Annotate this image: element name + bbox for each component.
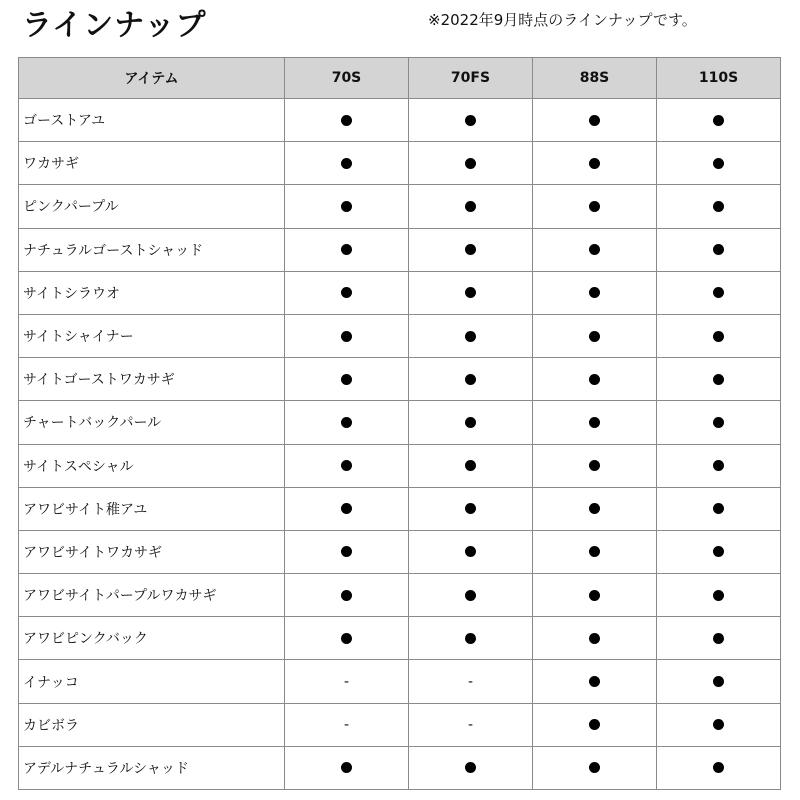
table-row [19,142,781,185]
availability-cell [657,487,781,530]
available-dot-icon [589,115,600,126]
availability-cell [533,358,657,401]
table-header-row [19,58,781,99]
lineup-table [18,57,781,790]
table-row [19,228,781,271]
available-dot-icon [465,546,476,557]
item-name-cell: アワビサイトワカサギ [19,530,285,573]
availability-cell [285,314,409,357]
availability-cell [409,487,533,530]
availability-cell [409,574,533,617]
item-name-cell: アデルナチュラルシャッド [19,746,285,789]
available-dot-icon [713,460,724,471]
item-name-cell: アワビサイトパープルワカサギ [19,574,285,617]
available-dot-icon [465,287,476,298]
available-dot-icon [713,546,724,557]
available-dot-icon [589,633,600,644]
availability-cell [409,746,533,789]
availability-cell [409,271,533,314]
availability-cell [533,228,657,271]
availability-cell [533,746,657,789]
available-dot-icon [713,633,724,644]
availability-cell [409,228,533,271]
availability-cell [533,487,657,530]
availability-cell [533,660,657,703]
available-dot-icon [341,201,352,212]
item-name-cell: サイトシャイナー [19,314,285,357]
available-dot-icon [341,115,352,126]
column-header-110s: 110S [657,58,781,99]
availability-cell [409,703,533,746]
availability-cell [285,358,409,401]
availability-cell [533,703,657,746]
available-dot-icon [465,244,476,255]
availability-cell [409,444,533,487]
table-row [19,271,781,314]
availability-cell [409,660,533,703]
available-dot-icon [713,115,724,126]
table-row [19,185,781,228]
available-dot-icon [713,417,724,428]
table-row [19,99,781,142]
table-row [19,444,781,487]
available-dot-icon [341,374,352,385]
unavailable-dash: - [343,716,350,733]
availability-cell [285,703,409,746]
available-dot-icon [341,590,352,601]
availability-cell [285,530,409,573]
unavailable-dash: - [467,716,474,733]
availability-cell [409,314,533,357]
available-dot-icon [341,762,352,773]
item-name-cell: ナチュラルゴーストシャッド [19,228,285,271]
availability-cell [409,358,533,401]
availability-cell [285,99,409,142]
page-title: ラインナップ [22,8,207,43]
availability-cell [533,142,657,185]
available-dot-icon [465,417,476,428]
availability-cell [657,358,781,401]
available-dot-icon [589,762,600,773]
available-dot-icon [589,546,600,557]
unavailable-dash: - [343,673,350,690]
availability-cell [285,574,409,617]
available-dot-icon [465,590,476,601]
availability-cell [285,228,409,271]
availability-cell [533,99,657,142]
available-dot-icon [341,417,352,428]
table-row [19,487,781,530]
availability-cell [533,314,657,357]
available-dot-icon [341,503,352,514]
available-dot-icon [589,244,600,255]
available-dot-icon [589,158,600,169]
availability-cell [657,401,781,444]
item-name-cell: チャートバックパール [19,401,285,444]
available-dot-icon [713,503,724,514]
availability-cell [409,401,533,444]
available-dot-icon [713,244,724,255]
item-name-cell: アワビピンクバック [19,617,285,660]
available-dot-icon [465,374,476,385]
available-dot-icon [589,676,600,687]
lineup-note: ※2022年9月時点のラインナップです。 [428,11,697,29]
availability-cell [409,142,533,185]
item-name-cell: アワビサイト稚アユ [19,487,285,530]
availability-cell [657,574,781,617]
unavailable-dash: - [467,673,474,690]
item-name-cell: ゴーストアユ [19,99,285,142]
table-row [19,314,781,357]
availability-cell [285,746,409,789]
available-dot-icon [713,331,724,342]
availability-cell [657,99,781,142]
available-dot-icon [341,331,352,342]
availability-cell [657,314,781,357]
available-dot-icon [465,762,476,773]
item-name-cell: イナッコ [19,660,285,703]
table-row [19,617,781,660]
availability-cell [533,185,657,228]
available-dot-icon [713,719,724,730]
column-header-70s: 70S [285,58,409,99]
available-dot-icon [713,590,724,601]
available-dot-icon [465,503,476,514]
available-dot-icon [713,158,724,169]
availability-cell [657,271,781,314]
available-dot-icon [589,287,600,298]
availability-cell [533,617,657,660]
table-row [19,358,781,401]
available-dot-icon [589,331,600,342]
availability-cell [285,617,409,660]
column-header-item: アイテム [19,58,285,99]
available-dot-icon [713,676,724,687]
availability-cell [285,271,409,314]
availability-cell [657,746,781,789]
availability-cell [409,617,533,660]
availability-cell [285,487,409,530]
available-dot-icon [589,460,600,471]
item-name-cell: サイトゴーストワカサギ [19,358,285,401]
table-body [19,99,781,790]
availability-cell [285,142,409,185]
table-row [19,530,781,573]
availability-cell [533,574,657,617]
available-dot-icon [465,460,476,471]
availability-cell [533,530,657,573]
availability-cell [533,444,657,487]
availability-cell [285,401,409,444]
table-row [19,660,781,703]
availability-cell [657,228,781,271]
available-dot-icon [341,546,352,557]
availability-cell [533,401,657,444]
item-name-cell: ピンクパープル [19,185,285,228]
available-dot-icon [713,762,724,773]
column-header-88s: 88S [533,58,657,99]
available-dot-icon [341,244,352,255]
availability-cell [285,444,409,487]
available-dot-icon [465,158,476,169]
table-row [19,746,781,789]
availability-cell [657,142,781,185]
availability-cell [409,530,533,573]
table-row [19,401,781,444]
table-row [19,703,781,746]
item-name-cell: ワカサギ [19,142,285,185]
available-dot-icon [465,331,476,342]
available-dot-icon [341,633,352,644]
available-dot-icon [465,115,476,126]
item-name-cell: サイトシラウオ [19,271,285,314]
availability-cell [657,617,781,660]
available-dot-icon [589,590,600,601]
table-row [19,574,781,617]
available-dot-icon [713,374,724,385]
availability-cell [657,530,781,573]
available-dot-icon [589,503,600,514]
available-dot-icon [589,417,600,428]
available-dot-icon [589,374,600,385]
available-dot-icon [713,287,724,298]
item-name-cell: サイトスペシャル [19,444,285,487]
availability-cell [409,185,533,228]
availability-cell [285,660,409,703]
availability-cell [285,185,409,228]
availability-cell [409,99,533,142]
item-name-cell: カビボラ [19,703,285,746]
available-dot-icon [589,201,600,212]
available-dot-icon [341,460,352,471]
available-dot-icon [341,287,352,298]
availability-cell [657,660,781,703]
availability-cell [657,185,781,228]
available-dot-icon [341,158,352,169]
availability-cell [657,444,781,487]
available-dot-icon [589,719,600,730]
available-dot-icon [465,633,476,644]
column-header-70fs: 70FS [409,58,533,99]
availability-cell [657,703,781,746]
availability-cell [533,271,657,314]
available-dot-icon [465,201,476,212]
available-dot-icon [713,201,724,212]
